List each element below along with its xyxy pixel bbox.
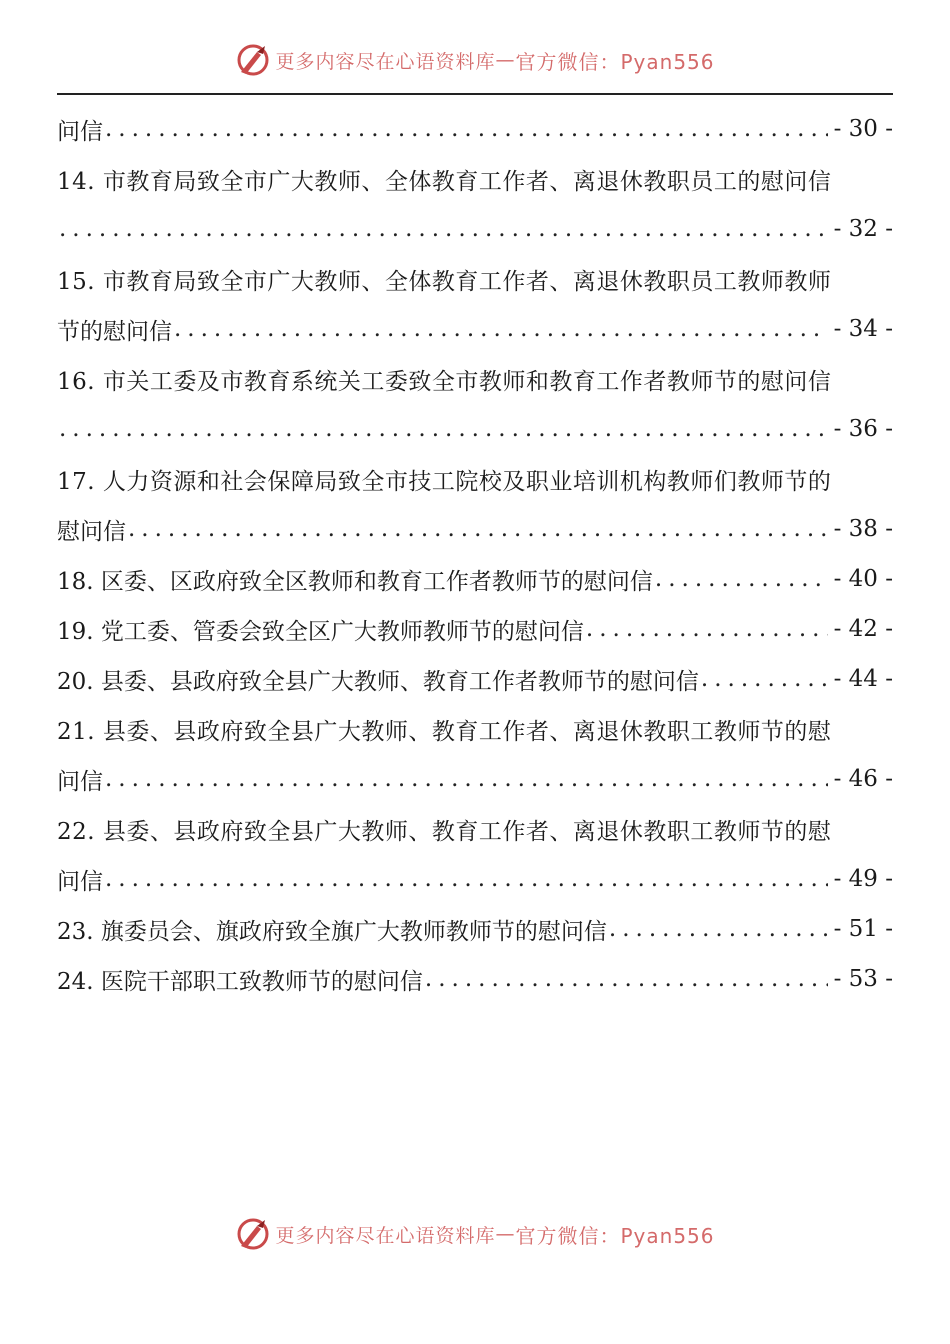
toc-entry-title: 慰问信 (57, 518, 126, 545)
toc-page-number: - 53 - (833, 966, 893, 992)
toc-entry-title: 问信 (57, 868, 103, 895)
dot-leader (126, 516, 828, 542)
toc-entry-title: 节的慰问信 (57, 318, 172, 345)
toc-entry[interactable] (57, 854, 893, 904)
toc-entry-title: 20. 县委、县政府致全县广大教师、教育工作者教师节的慰问信 (57, 668, 699, 695)
dot-leader (653, 566, 828, 592)
toc-entry-title: 问信 (57, 118, 103, 145)
toc-entry-text: 17. 人力资源和社会保障局致全市技工院校及职业培训机构教师们教师节的 (57, 468, 832, 495)
toc-entry-line (57, 154, 893, 204)
toc-entry-title: 18. 区委、区政府致全区教师和教育工作者教师节的慰问信 (57, 568, 653, 595)
toc-entry-title: 23. 旗委员会、旗政府致全旗广大教师教师节的慰问信 (57, 918, 607, 945)
toc-page-number: - 36 - (833, 416, 893, 442)
pen-logo-icon (235, 42, 271, 78)
toc-entry[interactable] (57, 404, 893, 454)
dot-leader (584, 616, 828, 642)
toc-entry[interactable] (57, 654, 893, 704)
toc-entry[interactable] (57, 104, 893, 154)
toc-entry[interactable] (57, 304, 893, 354)
toc-entry-text: 16. 市关工委及市教育系统关工委致全市教师和教育工作者教师节的慰问信 (57, 368, 832, 395)
footer-banner (0, 1212, 950, 1256)
banner-text: 更多内容尽在心语资料库 (275, 1224, 496, 1247)
toc-entry[interactable] (57, 204, 893, 254)
toc-entry[interactable] (57, 504, 893, 554)
dot-leader (57, 416, 828, 442)
toc-entry-line (57, 804, 893, 854)
toc-entry-title: 24. 医院干部职工致教师节的慰问信 (57, 968, 423, 995)
toc-entry[interactable] (57, 604, 893, 654)
toc-page-number: - 40 - (833, 566, 893, 592)
toc-page-number: - 49 - (833, 866, 893, 892)
toc-entry[interactable] (57, 954, 893, 1004)
pen-logo-icon (235, 1216, 271, 1252)
toc-page-number: - 44 - (833, 666, 893, 692)
header-rule (57, 93, 893, 95)
toc-entry-line (57, 704, 893, 754)
toc-entry-title: 问信 (57, 768, 103, 795)
toc-entry-line (57, 454, 893, 504)
banner-text: 更多内容尽在心语资料库 (275, 50, 496, 73)
table-of-contents (57, 104, 893, 1004)
toc-page-number: - 46 - (833, 766, 893, 792)
toc-page-number: - 30 - (833, 116, 893, 142)
dot-leader (103, 766, 828, 792)
toc-entry-text: 21. 县委、县政府致全县广大教师、教育工作者、离退休教职工教师节的慰 (57, 718, 832, 745)
toc-page-number: - 51 - (833, 916, 893, 942)
toc-page-number: - 32 - (833, 216, 893, 242)
toc-entry-text: 14. 市教育局致全市广大教师、全体教育工作者、离退休教职员工的慰问信 (57, 168, 832, 195)
toc-page-number: - 34 - (833, 316, 893, 342)
toc-entry[interactable] (57, 754, 893, 804)
toc-entry-text: 15. 市教育局致全市广大教师、全体教育工作者、离退休教职员工教师教师 (57, 268, 832, 295)
dot-leader (423, 966, 828, 992)
toc-page-number: - 38 - (833, 516, 893, 542)
dot-leader (699, 666, 828, 692)
dot-leader (607, 916, 828, 942)
banner-dash: — (495, 1223, 516, 1245)
toc-entry-line (57, 354, 893, 404)
dot-leader (103, 116, 828, 142)
toc-entry[interactable] (57, 554, 893, 604)
toc-entry-text: 22. 县委、县政府致全县广大教师、教育工作者、离退休教职工教师节的慰 (57, 818, 832, 845)
dot-leader (172, 316, 828, 342)
banner-dash: — (495, 49, 516, 71)
toc-entry-title: 19. 党工委、管委会致全区广大教师教师节的慰问信 (57, 618, 584, 645)
dot-leader (103, 866, 828, 892)
toc-page-number: - 42 - (833, 616, 893, 642)
dot-leader (57, 216, 828, 242)
toc-entry-line (57, 254, 893, 304)
toc-entry[interactable] (57, 904, 893, 954)
banner-tail: 官方微信：Pyan556 (515, 1223, 715, 1248)
header-banner (0, 38, 950, 82)
banner-tail: 官方微信：Pyan556 (515, 49, 715, 74)
